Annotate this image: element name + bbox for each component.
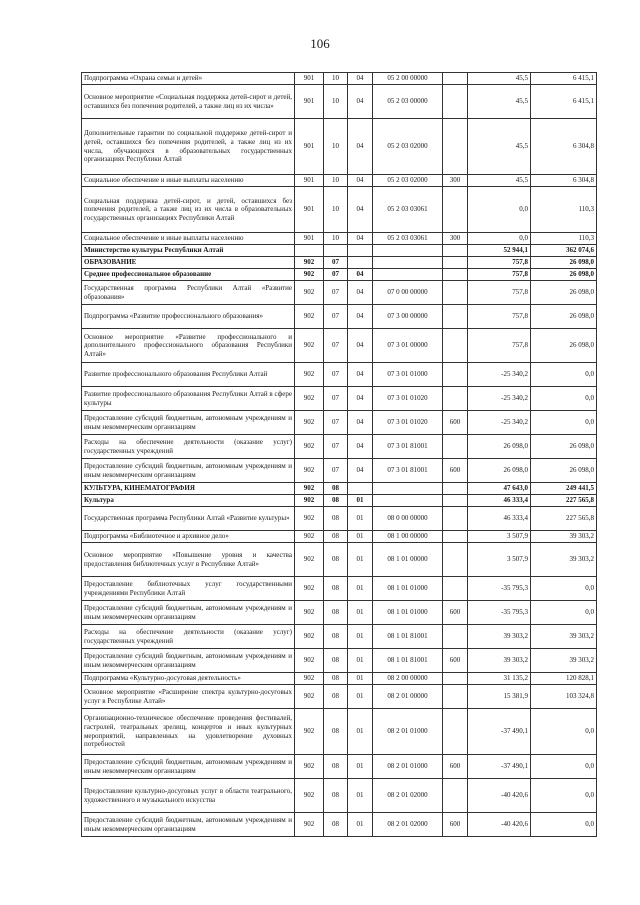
amount-change: -37 490,1 [468, 755, 531, 779]
amount-change: 52 944,1 [468, 245, 531, 257]
amount-total: 6 304,8 [531, 119, 597, 175]
admin-code: 902 [295, 495, 324, 507]
expense-type-code: 600 [443, 411, 468, 435]
expense-type-code [443, 779, 468, 813]
admin-code: 902 [295, 685, 324, 709]
table-row [82, 543, 597, 577]
table-row [82, 175, 597, 187]
amount-total: 0,0 [531, 813, 597, 837]
amount-change: -35 795,3 [468, 601, 531, 625]
subsection-code: 01 [348, 507, 373, 531]
admin-code: 901 [295, 85, 324, 119]
amount-total: 26 098,0 [531, 269, 597, 281]
admin-code: 901 [295, 119, 324, 175]
target-article-code: 07 3 01 81001 [373, 435, 443, 459]
target-article-code [373, 245, 443, 257]
section-code: 10 [324, 73, 348, 85]
target-article-code: 07 3 01 81001 [373, 459, 443, 483]
subsection-code: 04 [348, 119, 373, 175]
row-name: КУЛЬТУРА, КИНЕМАТОГРАФИЯ [82, 483, 295, 495]
section-code: 08 [324, 507, 348, 531]
expense-type-code: 600 [443, 459, 468, 483]
table-row [82, 755, 597, 779]
table-row [82, 257, 597, 269]
expense-type-code [443, 577, 468, 601]
table-row [82, 673, 597, 685]
section-code: 07 [324, 459, 348, 483]
section-code: 10 [324, 175, 348, 187]
subsection-code: 01 [348, 625, 373, 649]
admin-code: 902 [295, 281, 324, 305]
expense-type-code [443, 543, 468, 577]
expense-type-code [443, 435, 468, 459]
amount-total: 110,3 [531, 233, 597, 245]
target-article-code: 07 3 01 00000 [373, 329, 443, 363]
amount-change: 45,5 [468, 85, 531, 119]
amount-change: 757,8 [468, 269, 531, 281]
target-article-code: 08 2 01 01000 [373, 709, 443, 755]
expense-type-code: 300 [443, 233, 468, 245]
subsection-code: 01 [348, 577, 373, 601]
row-name: Расходы на обеспечение деятельности (оказание услуг) государственных учреждений [82, 435, 295, 459]
expense-type-code [443, 305, 468, 329]
row-name: Развитие профессионального образования Республики Алтай в сфере культуры [82, 387, 295, 411]
section-code: 07 [324, 387, 348, 411]
amount-change: 46 333,4 [468, 507, 531, 531]
table-row [82, 507, 597, 531]
admin-code: 902 [295, 363, 324, 387]
row-name: Социальное обеспечение и иные выплаты населению [82, 233, 295, 245]
amount-change: 757,8 [468, 329, 531, 363]
expense-type-code: 300 [443, 175, 468, 187]
amount-total: 26 098,0 [531, 459, 597, 483]
amount-change: 757,8 [468, 281, 531, 305]
amount-total: 26 098,0 [531, 329, 597, 363]
amount-total: 103 324,8 [531, 685, 597, 709]
subsection-code: 01 [348, 543, 373, 577]
table-row [82, 601, 597, 625]
subsection-code: 04 [348, 233, 373, 245]
amount-total: 227 565,8 [531, 507, 597, 531]
target-article-code: 07 0 00 00000 [373, 281, 443, 305]
row-name: Основное мероприятие «Расширение спектра культурно-досуговых услуг в Республике Алтай» [82, 685, 295, 709]
target-article-code: 08 1 01 01000 [373, 577, 443, 601]
amount-total: 0,0 [531, 411, 597, 435]
target-article-code: 05 2 03 02000 [373, 175, 443, 187]
section-code: 07 [324, 281, 348, 305]
table-row [82, 329, 597, 363]
table-row [82, 411, 597, 435]
admin-code: 902 [295, 543, 324, 577]
target-article-code: 08 1 01 81001 [373, 625, 443, 649]
table-row [82, 233, 597, 245]
row-name: Организационно-техническое обеспечение проведения фестивалей, гастролей, театральных зрелищ, концертов и иных культурных мероприятий, направленных на удовлетворение духовных потребностей [82, 709, 295, 755]
expense-type-code: 600 [443, 755, 468, 779]
expense-type-code [443, 495, 468, 507]
row-name: Предоставление субсидий бюджетным, автономным учреждениям и иным некоммерческим организациям [82, 459, 295, 483]
amount-change: -25 340,2 [468, 387, 531, 411]
subsection-code: 01 [348, 649, 373, 673]
amount-total: 39 303,2 [531, 543, 597, 577]
target-article-code: 05 2 00 00000 [373, 73, 443, 85]
target-article-code: 08 1 01 81001 [373, 649, 443, 673]
target-article-code: 08 2 01 00000 [373, 685, 443, 709]
section-code: 07 [324, 435, 348, 459]
amount-total: 39 303,2 [531, 531, 597, 543]
row-name: Основное мероприятие «Развитие профессионального и дополнительного профессионального образования Республики Алтай» [82, 329, 295, 363]
amount-total: 0,0 [531, 755, 597, 779]
section-code: 08 [324, 649, 348, 673]
amount-change: -40 420,6 [468, 779, 531, 813]
amount-total: 26 098,0 [531, 281, 597, 305]
section-code: 08 [324, 813, 348, 837]
section-code: 08 [324, 577, 348, 601]
amount-total: 249 441,5 [531, 483, 597, 495]
amount-change: 47 643,0 [468, 483, 531, 495]
row-name: Предоставление субсидий бюджетным, автономным учреждениям и иным некоммерческим организациям [82, 601, 295, 625]
expense-type-code [443, 709, 468, 755]
subsection-code [348, 483, 373, 495]
section-code: 08 [324, 709, 348, 755]
admin-code: 901 [295, 175, 324, 187]
amount-total: 6 415,1 [531, 85, 597, 119]
page-number: 106 [310, 36, 330, 51]
amount-total: 26 098,0 [531, 305, 597, 329]
table-row [82, 649, 597, 673]
section-code: 07 [324, 411, 348, 435]
amount-total: 39 303,2 [531, 649, 597, 673]
section-code: 08 [324, 531, 348, 543]
table-row [82, 709, 597, 755]
row-name: Социальная поддержка детей-сирот, и детей, оставшихся без попечения родителей, а также лиц из их числа в образовательных государственных организациях Республики Алтай [82, 187, 295, 233]
section-code: 08 [324, 685, 348, 709]
admin-code: 901 [295, 187, 324, 233]
expense-type-code [443, 245, 468, 257]
target-article-code: 08 0 00 00000 [373, 507, 443, 531]
expense-type-code: 600 [443, 601, 468, 625]
target-article-code [373, 483, 443, 495]
subsection-code: 01 [348, 709, 373, 755]
target-article-code [373, 257, 443, 269]
expense-type-code [443, 257, 468, 269]
subsection-code: 04 [348, 387, 373, 411]
expense-type-code: 600 [443, 649, 468, 673]
row-name: Подпрограмма «Культурно-досуговая деятельность» [82, 673, 295, 685]
table-row [82, 119, 597, 175]
amount-change: 3 507,9 [468, 531, 531, 543]
amount-change: 26 098,0 [468, 459, 531, 483]
admin-code [295, 245, 324, 257]
amount-total: 0,0 [531, 387, 597, 411]
section-code: 08 [324, 495, 348, 507]
subsection-code [348, 257, 373, 269]
row-name: Государственная программа Республики Алтай «Развитие культуры» [82, 507, 295, 531]
row-name: Предоставление библиотечных услуг государственными учреждениями Республики Алтай [82, 577, 295, 601]
admin-code: 902 [295, 435, 324, 459]
expense-type-code [443, 685, 468, 709]
subsection-code: 04 [348, 187, 373, 233]
amount-change: 3 507,9 [468, 543, 531, 577]
table-row [82, 387, 597, 411]
subsection-code: 01 [348, 755, 373, 779]
amount-change: 39 303,2 [468, 649, 531, 673]
amount-change: 26 098,0 [468, 435, 531, 459]
row-name: Государственная программа Республики Алтай «Развитие образования» [82, 281, 295, 305]
table-row [82, 245, 597, 257]
amount-total: 110,3 [531, 187, 597, 233]
admin-code: 902 [295, 577, 324, 601]
subsection-code: 04 [348, 73, 373, 85]
amount-change: 0,0 [468, 233, 531, 245]
admin-code: 902 [295, 459, 324, 483]
expense-type-code [443, 73, 468, 85]
section-code: 08 [324, 601, 348, 625]
section-code: 07 [324, 257, 348, 269]
expense-type-code [443, 329, 468, 363]
section-code: 10 [324, 187, 348, 233]
amount-total: 39 303,2 [531, 625, 597, 649]
admin-code: 902 [295, 269, 324, 281]
subsection-code: 01 [348, 813, 373, 837]
table-row [82, 435, 597, 459]
table-row [82, 281, 597, 305]
row-name: Предоставление субсидий бюджетным, автономным учреждениям и иным некоммерческим организациям [82, 755, 295, 779]
admin-code: 902 [295, 673, 324, 685]
expense-type-code [443, 673, 468, 685]
section-code: 07 [324, 363, 348, 387]
expense-type-code [443, 531, 468, 543]
expense-type-code [443, 625, 468, 649]
subsection-code: 04 [348, 435, 373, 459]
amount-change: 0,0 [468, 187, 531, 233]
subsection-code [348, 245, 373, 257]
row-name: Расходы на обеспечение деятельности (оказание услуг) государственных учреждений [82, 625, 295, 649]
expense-type-code [443, 269, 468, 281]
amount-change: 45,5 [468, 73, 531, 85]
amount-total: 227 565,8 [531, 495, 597, 507]
target-article-code: 05 2 03 00000 [373, 85, 443, 119]
subsection-code: 04 [348, 175, 373, 187]
admin-code: 902 [295, 329, 324, 363]
target-article-code: 08 1 01 00000 [373, 543, 443, 577]
row-name: Предоставление культурно-досуговых услуг в области театрального, художественного и музыкального искусства [82, 779, 295, 813]
section-code: 08 [324, 755, 348, 779]
target-article-code: 07 3 01 01020 [373, 411, 443, 435]
amount-total: 0,0 [531, 577, 597, 601]
admin-code: 902 [295, 625, 324, 649]
admin-code: 902 [295, 387, 324, 411]
admin-code: 902 [295, 483, 324, 495]
row-name: Основное мероприятие «Повышение уровня и качества предоставления библиотечных услуг в Республике Алтай» [82, 543, 295, 577]
row-name: Подпрограмма «Охрана семьи и детей» [82, 73, 295, 85]
amount-total: 26 098,0 [531, 435, 597, 459]
amount-total: 6 304,8 [531, 175, 597, 187]
table-row [82, 269, 597, 281]
table-row [82, 685, 597, 709]
admin-code: 902 [295, 257, 324, 269]
target-article-code [373, 495, 443, 507]
target-article-code: 05 2 03 03061 [373, 187, 443, 233]
row-name: Предоставление субсидий бюджетным, автономным учреждениям и иным некоммерческим организациям [82, 411, 295, 435]
target-article-code [373, 269, 443, 281]
table-row [82, 459, 597, 483]
section-code: 08 [324, 673, 348, 685]
amount-change: 757,8 [468, 257, 531, 269]
subsection-code: 01 [348, 495, 373, 507]
amount-change: 757,8 [468, 305, 531, 329]
section-code [324, 245, 348, 257]
row-name: Развитие профессионального образования Республики Алтай [82, 363, 295, 387]
row-name: Подпрограмма «Развитие профессионального образования» [82, 305, 295, 329]
amount-change: 45,5 [468, 175, 531, 187]
table-row [82, 483, 597, 495]
section-code: 10 [324, 233, 348, 245]
budget-table [81, 72, 597, 837]
table-row [82, 813, 597, 837]
admin-code: 902 [295, 649, 324, 673]
expense-type-code [443, 363, 468, 387]
subsection-code: 01 [348, 673, 373, 685]
expense-type-code: 600 [443, 813, 468, 837]
subsection-code: 04 [348, 363, 373, 387]
section-code: 10 [324, 119, 348, 175]
amount-change: -35 795,3 [468, 577, 531, 601]
amount-total: 26 098,0 [531, 257, 597, 269]
amount-change: 15 381,9 [468, 685, 531, 709]
subsection-code: 04 [348, 411, 373, 435]
row-name: Дополнительные гарантии по социальной поддержке детей-сирот и детей, оставшихся без попечения родителей, а также лиц из их числа, обучающихся в образовательных государственных организациях Республики Алтай [82, 119, 295, 175]
subsection-code: 04 [348, 269, 373, 281]
subsection-code: 04 [348, 305, 373, 329]
table-row [82, 363, 597, 387]
row-name: Подпрограмма «Библиотечное и архивное дело» [82, 531, 295, 543]
amount-change: -25 340,2 [468, 363, 531, 387]
subsection-code: 04 [348, 459, 373, 483]
section-code: 08 [324, 625, 348, 649]
admin-code: 902 [295, 411, 324, 435]
subsection-code: 01 [348, 685, 373, 709]
target-article-code: 07 3 01 01020 [373, 387, 443, 411]
row-name: Социальное обеспечение и иные выплаты населению [82, 175, 295, 187]
row-name: Министерство культуры Республики Алтай [82, 245, 295, 257]
amount-change: 46 333,4 [468, 495, 531, 507]
admin-code: 902 [295, 531, 324, 543]
amount-change: 45,5 [468, 119, 531, 175]
expense-type-code [443, 483, 468, 495]
row-name: ОБРАЗОВАНИЕ [82, 257, 295, 269]
target-article-code: 08 2 00 00000 [373, 673, 443, 685]
table-row [82, 625, 597, 649]
target-article-code: 05 2 03 02000 [373, 119, 443, 175]
amount-total: 0,0 [531, 709, 597, 755]
amount-change: 31 135,2 [468, 673, 531, 685]
section-code: 08 [324, 779, 348, 813]
amount-change: -25 340,2 [468, 411, 531, 435]
expense-type-code [443, 281, 468, 305]
target-article-code: 08 2 01 02000 [373, 779, 443, 813]
subsection-code: 04 [348, 281, 373, 305]
admin-code: 901 [295, 233, 324, 245]
admin-code: 902 [295, 755, 324, 779]
amount-total: 6 415,1 [531, 73, 597, 85]
section-code: 08 [324, 543, 348, 577]
amount-change: -37 490,1 [468, 709, 531, 755]
subsection-code: 01 [348, 779, 373, 813]
section-code: 07 [324, 329, 348, 363]
admin-code: 902 [295, 779, 324, 813]
expense-type-code [443, 507, 468, 531]
subsection-code: 01 [348, 601, 373, 625]
amount-total: 120 828,1 [531, 673, 597, 685]
expense-type-code [443, 119, 468, 175]
table-row [82, 495, 597, 507]
subsection-code: 04 [348, 85, 373, 119]
row-name: Культура [82, 495, 295, 507]
section-code: 07 [324, 305, 348, 329]
row-name: Среднее профессиональное образование [82, 269, 295, 281]
expense-type-code [443, 85, 468, 119]
amount-total: 362 074,6 [531, 245, 597, 257]
table-row [82, 85, 597, 119]
amount-change: -40 420,6 [468, 813, 531, 837]
target-article-code: 07 3 01 01000 [373, 363, 443, 387]
admin-code: 902 [295, 507, 324, 531]
table-row [82, 305, 597, 329]
amount-change: 39 303,2 [468, 625, 531, 649]
amount-total: 0,0 [531, 601, 597, 625]
row-name: Предоставление субсидий бюджетным, автономным учреждениям и иным некоммерческим организациям [82, 649, 295, 673]
amount-total: 0,0 [531, 779, 597, 813]
expense-type-code [443, 187, 468, 233]
table-row [82, 73, 597, 85]
target-article-code: 08 2 01 01000 [373, 755, 443, 779]
table-row [82, 577, 597, 601]
section-code: 10 [324, 85, 348, 119]
table-row [82, 779, 597, 813]
target-article-code: 08 1 00 00000 [373, 531, 443, 543]
table-row [82, 187, 597, 233]
admin-code: 902 [295, 601, 324, 625]
admin-code: 902 [295, 709, 324, 755]
table-row [82, 531, 597, 543]
target-article-code: 08 1 01 01000 [373, 601, 443, 625]
row-name: Основное мероприятие «Социальная поддержка детей-сирот и детей, оставшихся без попечения родителей, а также лиц из их числа» [82, 85, 295, 119]
subsection-code: 04 [348, 329, 373, 363]
section-code: 07 [324, 269, 348, 281]
section-code: 08 [324, 483, 348, 495]
subsection-code: 01 [348, 531, 373, 543]
admin-code: 902 [295, 813, 324, 837]
target-article-code: 05 2 03 03061 [373, 233, 443, 245]
target-article-code: 08 2 01 02000 [373, 813, 443, 837]
amount-total: 0,0 [531, 363, 597, 387]
admin-code: 902 [295, 305, 324, 329]
expense-type-code [443, 387, 468, 411]
row-name: Предоставление субсидий бюджетным, автономным учреждениям и иным некоммерческим организациям [82, 813, 295, 837]
admin-code: 901 [295, 73, 324, 85]
target-article-code: 07 3 00 00000 [373, 305, 443, 329]
